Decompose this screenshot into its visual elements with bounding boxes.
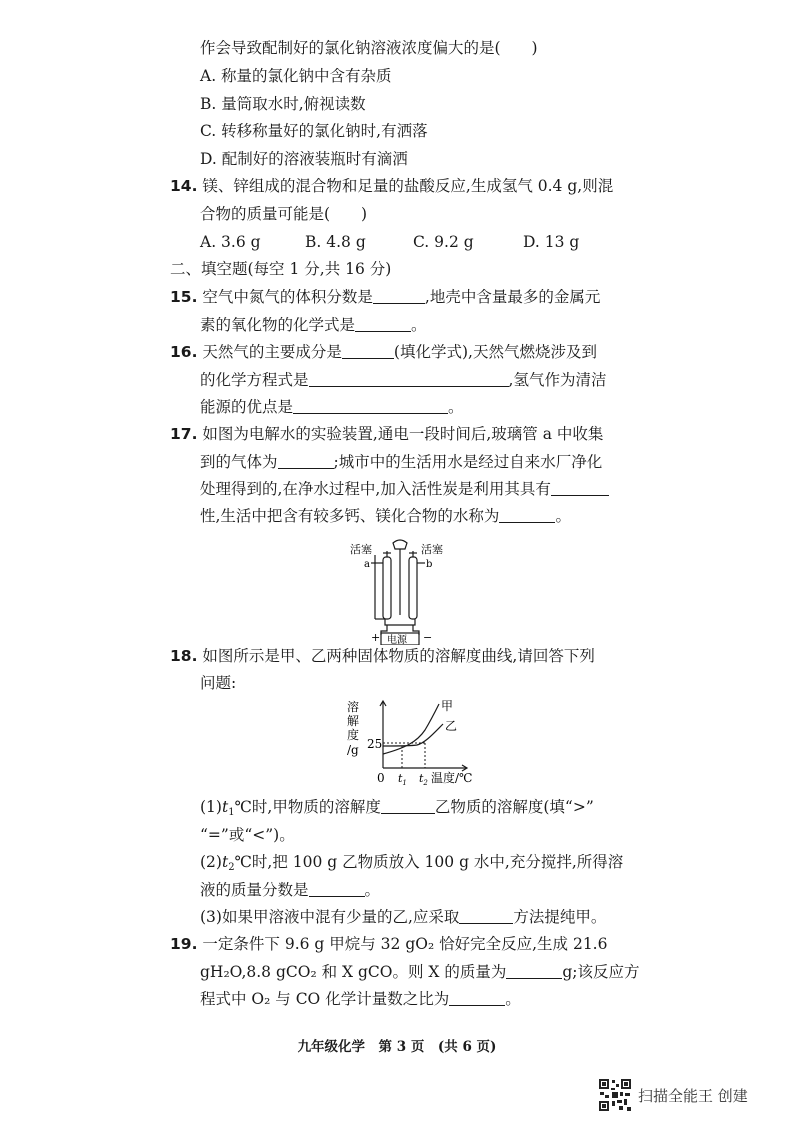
q13-option-d: D. 配制好的溶液装瓶时有滴洒 bbox=[200, 150, 408, 168]
label-stopcock-right: 活塞 bbox=[421, 543, 443, 556]
ylabel-char-2: 解 bbox=[347, 714, 360, 728]
q14-option-b: B. 4.8 g bbox=[305, 233, 366, 251]
q18-sub3-text: (3)如果甲溶液中混有少量的乙,应采取 bbox=[200, 908, 460, 926]
label-tube-b: b bbox=[426, 559, 433, 570]
q18-sub3-text-end: 方法提纯甲。 bbox=[513, 908, 607, 926]
q14-number: 14. bbox=[170, 177, 198, 195]
q16-text1-end: (填化学式),天然气燃烧涉及到 bbox=[393, 343, 597, 361]
page-footer: 九年级化学 第 3 页 (共 6 页) bbox=[297, 1039, 497, 1055]
q16-text3-end: 。 bbox=[448, 398, 464, 416]
tube-a bbox=[383, 557, 391, 619]
electrolysis-figure bbox=[345, 535, 455, 645]
q19-text3-end: 。 bbox=[505, 990, 521, 1008]
q16-line1 bbox=[170, 342, 597, 362]
q17-blank-3[interactable] bbox=[499, 506, 555, 523]
label-minus: − bbox=[423, 631, 433, 644]
section-title: 二、填空题(每空 1 分,共 16 分) bbox=[170, 260, 392, 278]
q18-sub2-text-2-end: 。 bbox=[364, 881, 381, 899]
label-tube-a: a bbox=[364, 559, 370, 570]
q17-line1 bbox=[170, 424, 603, 444]
q14-option-a: A. 3.6 g bbox=[200, 233, 261, 251]
q16-text3: 能源的优点是 bbox=[200, 398, 294, 416]
t2-label: $t_2$ bbox=[419, 772, 428, 787]
q16-number: 16. bbox=[170, 343, 198, 361]
q17-text2: 到的气体为 bbox=[200, 453, 278, 471]
q13-option-c: C. 转移称量好的氯化钠时,有洒落 bbox=[200, 122, 428, 140]
q18-number: 18. bbox=[170, 647, 198, 665]
q18-sub3-line bbox=[200, 907, 606, 927]
q18-sub2-prefix: (2) bbox=[200, 853, 222, 871]
qr-code-icon bbox=[598, 1078, 632, 1112]
x-axis-label: 温度/℃ bbox=[431, 771, 473, 785]
q16-blank-1[interactable] bbox=[342, 342, 394, 359]
q16-blank-3[interactable] bbox=[293, 397, 448, 414]
q19-blank-2[interactable] bbox=[449, 989, 505, 1006]
q14-options bbox=[200, 232, 579, 252]
tube-b bbox=[409, 557, 417, 619]
q19-text2: gH₂O,8.8 gCO₂ 和 X gCO。则 X 的质量为 bbox=[200, 963, 507, 981]
q16-blank-2[interactable] bbox=[309, 370, 509, 387]
ylabel-char-1: 溶 bbox=[347, 700, 360, 714]
q16-text1: 天然气的主要成分是 bbox=[202, 343, 342, 361]
reservoir-bulb bbox=[393, 540, 407, 549]
q14-line1 bbox=[170, 176, 613, 196]
q16-line2 bbox=[200, 370, 606, 390]
ylabel bbox=[347, 699, 359, 757]
q19-text2-end: g;该反应方 bbox=[562, 963, 640, 981]
q16-text2-end: ,氢气作为清洁 bbox=[508, 371, 607, 389]
q18-line1 bbox=[170, 646, 595, 666]
q18-sub2-line1 bbox=[200, 852, 623, 878]
q18-sub1-line1 bbox=[200, 797, 594, 823]
q19-line1 bbox=[170, 934, 607, 954]
origin-label: 0 bbox=[377, 771, 385, 785]
q15-line1 bbox=[170, 287, 600, 307]
q17-line4 bbox=[200, 506, 571, 526]
q18-sub1-text-b: 乙物质的溶解度(填“>” bbox=[434, 798, 594, 816]
q17-blank-2[interactable] bbox=[551, 479, 609, 496]
curve-yi-label: 乙 bbox=[445, 719, 458, 733]
q15-text2-end: 。 bbox=[411, 316, 427, 334]
q18-sub1-t-sub: 1 bbox=[228, 807, 235, 818]
q15-text1-end: ,地壳中含量最多的金属元 bbox=[424, 288, 601, 306]
q14-option-c: C. 9.2 g bbox=[413, 233, 474, 251]
q19-line2 bbox=[200, 962, 640, 982]
q14-option-d: D. 13 g bbox=[523, 233, 580, 251]
q17-text3: 处理得到的,在净水过程中,加入活性炭是利用其具有 bbox=[200, 480, 551, 498]
q19-text1: 一定条件下 9.6 g 甲烷与 32 gO₂ 恰好完全反应,生成 21.6 bbox=[202, 935, 608, 953]
q18-sub2-t-sub: 2 bbox=[228, 862, 235, 873]
q15-number: 15. bbox=[170, 288, 198, 306]
q17-text2-end: ;城市中的生活用水是经过自来水厂净化 bbox=[333, 453, 603, 471]
q18-sub1-line2: “=”或“<”)。 bbox=[200, 826, 295, 844]
q15-text2: 素的氧化物的化学式是 bbox=[200, 316, 356, 334]
q19-blank-1[interactable] bbox=[506, 962, 562, 979]
ylabel-char-4: /g bbox=[347, 743, 359, 757]
q18-line2: 问题: bbox=[200, 674, 237, 692]
q19-line3 bbox=[200, 989, 521, 1009]
q18-sub1-text-a: ℃时,甲物质的溶解度 bbox=[234, 798, 381, 816]
curve-jia-label: 甲 bbox=[441, 699, 454, 713]
q18-sub2-t: t bbox=[221, 853, 229, 871]
q17-text1: 如图为电解水的实验装置,通电一段时间后,玻璃管 a 中收集 bbox=[202, 425, 604, 443]
q18-sub1-t: t bbox=[221, 798, 229, 816]
q18-sub1-prefix: (1) bbox=[200, 798, 222, 816]
q18-blank-3[interactable] bbox=[459, 907, 513, 924]
t1-label: $t_1$ bbox=[398, 772, 407, 787]
q17-blank-1[interactable] bbox=[278, 452, 334, 469]
label-stopcock-left: 活塞 bbox=[350, 543, 372, 556]
q13-stem-tail: 作会导致配制好的氯化钠溶液浓度偏大的是( ) bbox=[200, 39, 538, 57]
q18-blank-1[interactable] bbox=[381, 797, 435, 814]
q18-blank-2[interactable] bbox=[309, 880, 365, 897]
q17-line3 bbox=[200, 479, 609, 499]
label-power: 电源 bbox=[387, 635, 407, 645]
q14-line2: 合物的质量可能是( ) bbox=[200, 205, 368, 223]
q13-option-b: B. 量筒取水时,俯视读数 bbox=[200, 95, 366, 113]
q14-text1: 镁、锌组成的混合物和足量的盐酸反应,生成氢气 0.4 g,则混 bbox=[202, 177, 614, 195]
q19-number: 19. bbox=[170, 935, 198, 953]
solubility-figure bbox=[345, 698, 480, 790]
label-plus: + bbox=[371, 631, 381, 644]
q13-option-a: A. 称量的氯化钠中含有杂质 bbox=[200, 67, 392, 85]
q17-text4: 性,生活中把含有较多钙、镁化合物的水称为 bbox=[200, 507, 500, 525]
q15-line2 bbox=[200, 315, 427, 335]
q19-text3: 程式中 O₂ 与 CO 化学计量数之比为 bbox=[200, 990, 450, 1008]
q17-number: 17. bbox=[170, 425, 198, 443]
q18-text1: 如图所示是甲、乙两种固体物质的溶解度曲线,请回答下列 bbox=[202, 647, 595, 665]
q15-text1: 空气中氮气的体积分数是 bbox=[202, 288, 373, 306]
scanner-brand: 扫描全能王 创建 bbox=[638, 1087, 748, 1105]
q18-sub2-text-a: ℃时,把 100 g 乙物质放入 100 g 水中,充分搅拌,所得溶 bbox=[234, 853, 624, 871]
y-tick-25: 25 bbox=[367, 737, 383, 751]
q15-blank-2[interactable] bbox=[355, 315, 411, 332]
q16-line3 bbox=[200, 397, 464, 417]
q15-blank-1[interactable] bbox=[373, 287, 425, 304]
q18-sub2-text-2: 液的质量分数是 bbox=[200, 881, 309, 899]
q16-text2: 的化学方程式是 bbox=[200, 371, 309, 389]
q17-text4-end: 。 bbox=[555, 507, 571, 525]
q18-sub2-line2 bbox=[200, 880, 380, 900]
q17-line2 bbox=[200, 452, 602, 472]
ylabel-char-3: 度 bbox=[347, 728, 360, 742]
